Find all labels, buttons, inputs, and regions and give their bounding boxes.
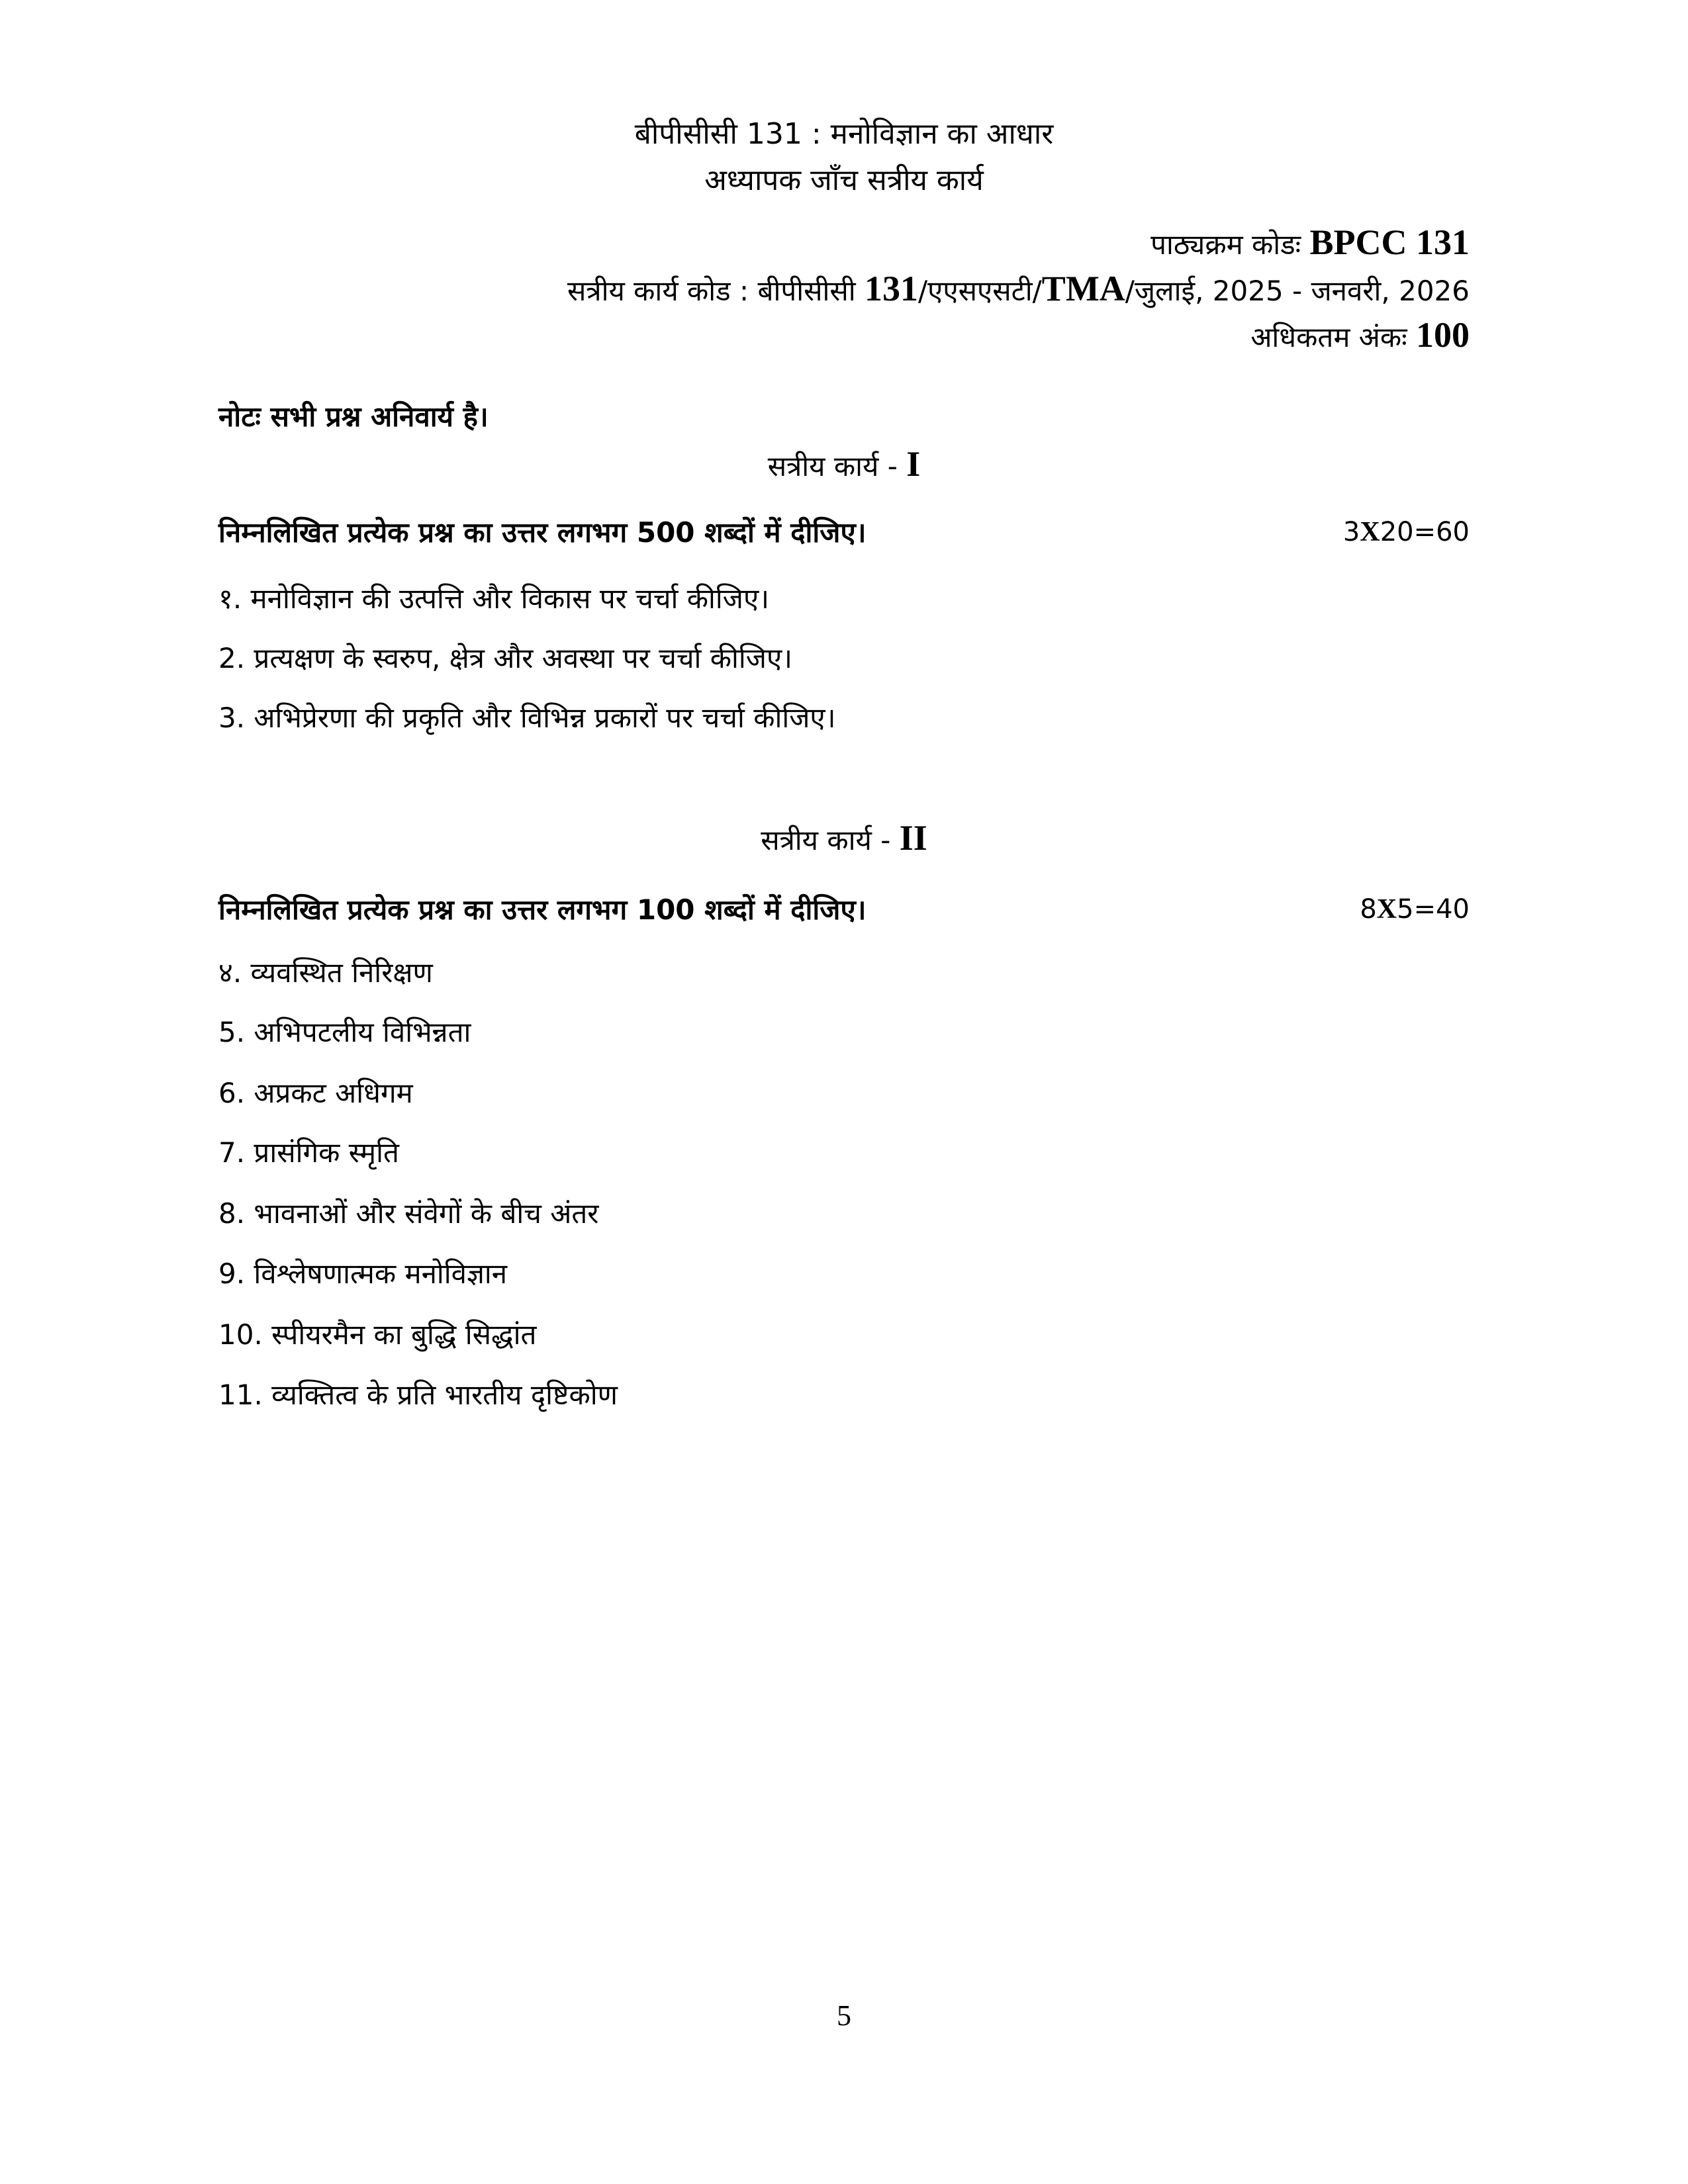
note-text: नोटः सभी प्रश्न अनिवार्य है। <box>218 400 489 433</box>
question-1: १. मनोविज्ञान की उत्पत्ति और विकास पर चर्चा कीजिए। <box>218 582 770 615</box>
question-7: 7. प्रासंगिक स्मृति <box>218 1136 399 1169</box>
question-5: 5. अभिपटलीय विभिन्नता <box>218 1016 471 1048</box>
max-marks-value: 100 <box>1416 315 1470 355</box>
section1-instruction: निम्नलिखित प्रत्येक प्रश्न का उत्तर लगभग 500 शब्दों में दीजिए। <box>218 516 867 549</box>
course-code-line <box>1150 222 1470 263</box>
document-subtitle: अध्यापक जाँच सत्रीय कार्य <box>704 163 984 197</box>
section1-heading-numeral: I <box>906 444 921 484</box>
question-10: 10. स्पीयरमैन का बुद्धि सिद्धांत <box>218 1318 537 1351</box>
section1-marks-times: X <box>1360 517 1380 547</box>
assignment-code-tma: TMA <box>1041 269 1125 308</box>
course-code-value: BPCC 131 <box>1309 222 1470 262</box>
section2-marks-times: X <box>1376 894 1397 925</box>
max-marks-label: अधिकतम अंकः <box>1250 321 1407 353</box>
section2-heading <box>0 817 1688 858</box>
section2-marks <box>1360 893 1470 925</box>
assignment-code-line <box>567 268 1470 309</box>
question-9: 9. विश्लेषणात्मक मनोविज्ञान <box>218 1257 508 1290</box>
section1-heading-text: सत्रीय कार्य - <box>767 450 898 482</box>
assignment-code-mid: /एएसएसटी/ <box>917 275 1042 307</box>
section1-heading <box>0 443 1688 484</box>
section1-marks-count: 3 <box>1342 517 1360 547</box>
question-2: 2. प्रत्यक्षण के स्वरुप, क्षेत्र और अवस्था पर चर्चा कीजिए। <box>218 642 793 674</box>
assignment-code-session: /जुलाई, 2025 - जनवरी, 2026 <box>1125 275 1470 307</box>
section2-heading-text: सत्रीय कार्य - <box>761 824 891 856</box>
assignment-code-label: सत्रीय कार्य कोड : बीपीसीसी <box>567 275 856 307</box>
section1-marks <box>1343 516 1470 548</box>
document-title: बीपीसीसी 131 : मनोविज्ञान का आधार <box>634 117 1054 151</box>
course-code-label: पाठ्यक्रम कोडः <box>1150 228 1301 261</box>
page-number: 5 <box>837 1999 851 2032</box>
section1-marks-total: 20=60 <box>1380 517 1470 547</box>
assignment-code-number: 131 <box>864 269 918 308</box>
question-3: 3. अभिप्रेरणा की प्रकृति और विभिन्न प्रकारों पर चर्चा कीजिए। <box>218 702 836 734</box>
question-8: 8. भावनाओं और संवेगों के बीच अंतर <box>218 1197 599 1230</box>
section2-instruction: निम्नलिखित प्रत्येक प्रश्न का उत्तर लगभग 100 शब्दों में दीजिए। <box>218 893 867 926</box>
section2-marks-count: 8 <box>1360 894 1377 925</box>
section2-marks-total: 5=40 <box>1397 894 1470 925</box>
max-marks-line <box>1250 314 1470 355</box>
question-4: ४. व्यवस्थित निरिक्षण <box>218 956 433 989</box>
section2-heading-numeral: II <box>899 818 927 858</box>
question-11: 11. व्यक्तित्व के प्रति भारतीय दृष्टिकोण <box>218 1379 618 1411</box>
question-6: 6. अप्रकट अधिगम <box>218 1077 413 1109</box>
